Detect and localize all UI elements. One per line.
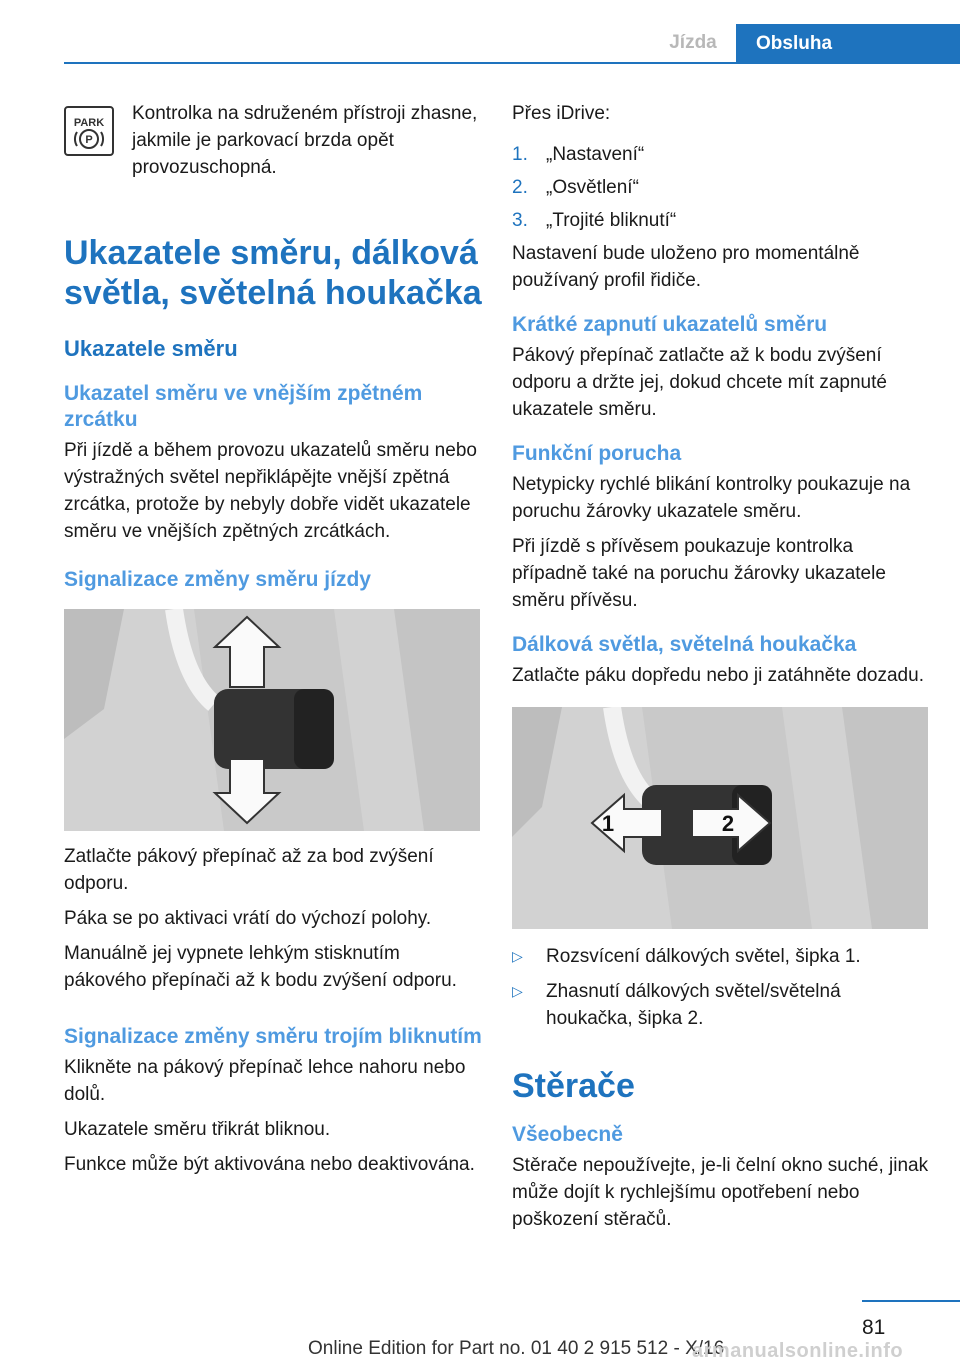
- heading-direction-signal: Signalizace změny směru jízdy: [64, 568, 371, 591]
- step-item: 2. „Osvětlení“: [512, 177, 639, 198]
- press-lever-paragraph: Zatlačte pákový přepínač až za bod zvýšení odporu.: [64, 846, 434, 894]
- mirror-paragraph: Při jízdě a během provozu ukazatelů směru nebo výstražných světel nepřiklápějte vnější zpětná zrcátka, protože by nebyly dobře vidět ukazatele směru ve vnějších zpětných zrcátkách.: [64, 440, 477, 542]
- right-column: [512, 100, 930, 1241]
- wipers-paragraph: Stěrače nepoužívejte, je-li čelní okno suché, jinak může dojít k rychlejšímu opotřebení nebo poškození stěračů.: [512, 1155, 929, 1230]
- list-item: ▷ Zhasnutí dálkových světel/světelná houkačka, šipka 2.: [512, 981, 841, 1029]
- svg-text:PARK: PARK: [73, 117, 105, 129]
- tab-jizda[interactable]: Jízda: [669, 32, 717, 53]
- list-item: ▷ Rozsvícení dálkových světel, šipka 1.: [512, 946, 861, 967]
- blink-three-paragraph: Ukazatele směru třikrát bliknou.: [64, 1119, 331, 1140]
- high-beam-paragraph: Zatlačte páku dopředu nebo ji zatáhněte dozadu.: [512, 665, 924, 686]
- left-column: [64, 100, 482, 1186]
- heading-indicators-highbeam: Ukazatele směru, dálková světla, světelná houkačka: [64, 234, 482, 312]
- lever-return-paragraph: Páka se po aktivaci vrátí do výchozí polohy.: [64, 908, 432, 929]
- page-number: 81: [862, 1316, 886, 1339]
- heading-short-activation: Krátké zapnutí ukazatelů směru: [512, 313, 828, 336]
- heading-wipers: Stěrače: [512, 1067, 635, 1105]
- heading-mirror-indicator: Ukazatel směru ve vnějším zpětném zrcátku: [64, 382, 423, 431]
- park-brake-icon: [64, 106, 114, 156]
- park-text: Kontrolka na sdruženém přístroji zhasne, jakmile je parkovací brzda opět provozuschopná.: [132, 103, 478, 178]
- lever-up-down-figure: [64, 609, 480, 831]
- function-toggle-paragraph: Funkce může být aktivována nebo deaktivována.: [64, 1154, 475, 1175]
- park-indicator-note: [64, 100, 482, 189]
- heading-malfunction: Funkční porucha: [512, 442, 682, 465]
- click-lever-paragraph: Klikněte na pákový přepínač lehce nahoru nebo dolů.: [64, 1057, 466, 1105]
- heading-triple-blink: Signalizace změny směru trojím bliknutím: [64, 1025, 482, 1048]
- manual-off-paragraph: Manuálně jej vypnete lehkým stisknutím pákového přepínači až k bodu zvýšení odporu.: [64, 943, 457, 991]
- short-activation-paragraph: Pákový přepínač zatlačte až k bodu zvýšení odporu a držte jej, dokud chcete mít zapnuté ukazatele směru.: [512, 345, 887, 420]
- step-item: 1. „Nastavení“: [512, 144, 645, 165]
- svg-text:P: P: [85, 134, 93, 146]
- lever-forward-back-figure: [512, 707, 928, 929]
- tab-obsluha[interactable]: Obsluha: [736, 24, 960, 64]
- watermark: armanualsonline.info: [692, 1340, 904, 1362]
- heading-general: Všeobecně: [512, 1123, 623, 1146]
- saved-profile-paragraph: Nastavení bude uloženo pro momentálně používaný profil řidiče.: [512, 243, 860, 291]
- idrive-intro: Přes iDrive:: [512, 103, 611, 124]
- step-item: 3. „Trojité bliknutí“: [512, 210, 677, 231]
- svg-text:1: 1: [601, 811, 615, 836]
- heading-indicators: Ukazatele směru: [64, 336, 238, 361]
- idrive-steps: [512, 141, 930, 234]
- malfunction-paragraph-1: Netypicky rychlé blikání kontrolky poukazuje na poruchu žárovky ukazatele směru.: [512, 474, 911, 522]
- svg-text:2: 2: [721, 811, 735, 836]
- header-rule: [64, 62, 960, 64]
- malfunction-paragraph-2: Při jízdě s přívěsem poukazuje kontrolka případně také na poruchu žárovky ukazatele směru přívěsu.: [512, 536, 886, 611]
- heading-high-beam: Dálková světla, světelná houkačka: [512, 633, 857, 656]
- footer-rule: [862, 1300, 960, 1302]
- edition-footer: Online Edition for Part no. 01 40 2 915 512 - X/16: [308, 1338, 725, 1359]
- high-beam-list: [512, 943, 930, 1032]
